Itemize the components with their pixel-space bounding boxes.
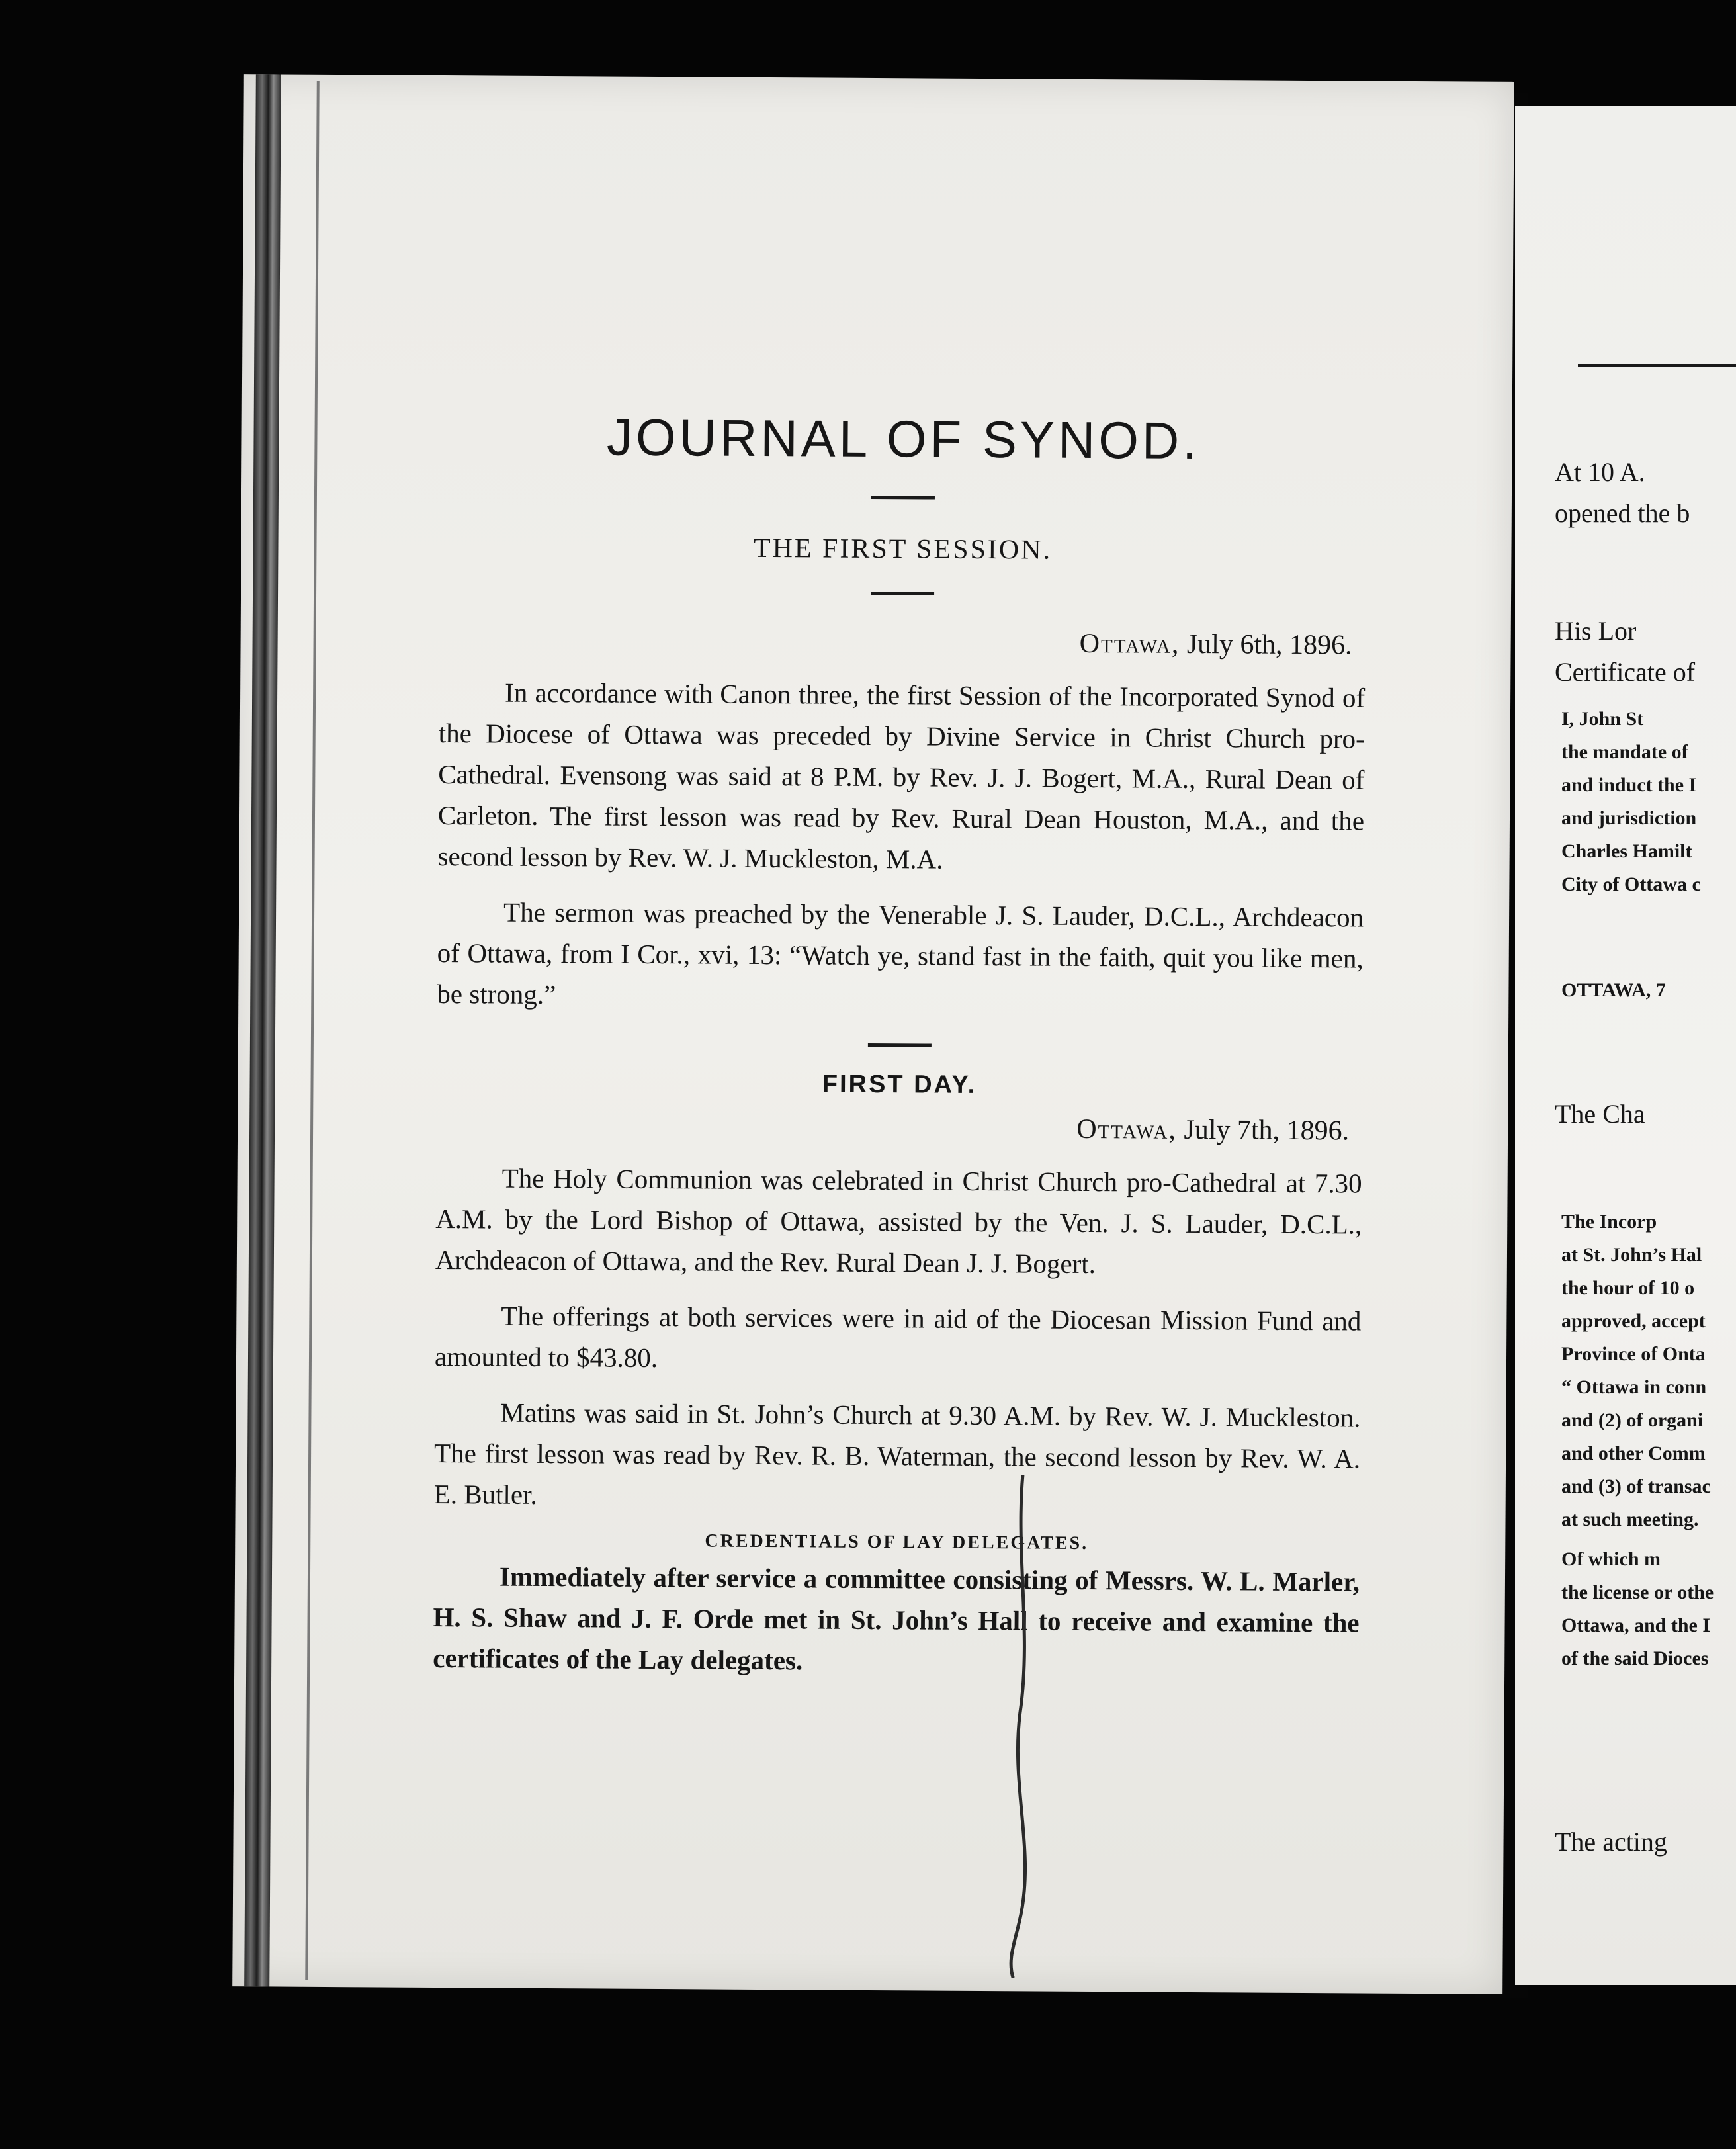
right-page-line: at such meeting. <box>1561 1509 1699 1530</box>
session-rule <box>871 592 934 595</box>
paragraph-6: Immediately after service a committee consisting of Messrs. W. L. Marler, H. S. Shaw and J. F. Orde met in St. John’s Hall to receive and examine the certificates of the Lay delegates. <box>433 1561 1360 1676</box>
right-page-line: and (3) of transac <box>1561 1475 1711 1497</box>
right-page-line: The Incorp <box>1561 1211 1657 1233</box>
dateline-1 <box>439 624 1352 661</box>
right-page-line: and induct the I <box>1561 774 1697 796</box>
right-page-line: and jurisdiction <box>1561 807 1697 829</box>
right-page-line: at St. John’s Hal <box>1561 1244 1702 1266</box>
right-page-line: opened the b <box>1555 498 1690 528</box>
right-page-line: At 10 A. <box>1555 457 1645 487</box>
right-page-line: and other Comm <box>1561 1442 1706 1464</box>
dateline-1-place: Ottawa, <box>1079 628 1180 660</box>
right-page <box>1515 106 1736 1985</box>
right-page-line: Ottawa, and the I <box>1561 1614 1711 1636</box>
right-page-line: OTTAWA, 7 <box>1561 979 1666 1001</box>
dateline-1-date: July 6th, 1896. <box>1186 629 1352 661</box>
paragraph-3: The Holy Communion was celebrated in Christ Church pro-Cathedral at 7.30 A.M. by the Lord Bishop of Ottawa, assisted by the Ven. J. S. Lauder, D.C.L., Archdeacon of Ottawa, and the Rev. Rural Dean J. J. Bogert. <box>435 1162 1362 1280</box>
right-page-line: “ Ottawa in conn <box>1561 1376 1707 1398</box>
left-page <box>232 74 1514 1994</box>
right-page-line: Of which m <box>1561 1548 1661 1570</box>
binding-edge <box>305 81 320 1980</box>
book-binding <box>244 74 281 1986</box>
thread-mark <box>993 1475 1049 1978</box>
right-page-line: the hour of 10 o <box>1561 1277 1695 1299</box>
right-page-line: Charles Hamilt <box>1561 840 1692 862</box>
right-page-rule <box>1578 364 1736 367</box>
page-content <box>433 406 1367 1699</box>
right-page-line: the mandate of <box>1561 741 1688 763</box>
dateline-2 <box>436 1110 1349 1147</box>
dateline-2-date: July 7th, 1896. <box>1184 1114 1350 1147</box>
right-page-line: I, John St <box>1561 708 1644 730</box>
paragraph-5: Matins was said in St. John’s Church at 9.30 A.M. by Rev. W. J. Muckleston. The first lesson was read by Rev. R. B. Waterman, the second lesson by Rev. W. A. E. Butler. <box>433 1397 1361 1510</box>
right-page-line: of the said Dioces <box>1561 1647 1709 1669</box>
right-page-line: the license or othe <box>1561 1581 1714 1603</box>
right-page-line: The Cha <box>1555 1099 1645 1129</box>
right-page-line: and (2) of organi <box>1561 1409 1704 1431</box>
day-rule <box>868 1043 932 1047</box>
right-page-line: His Lor <box>1555 616 1637 646</box>
day-heading: FIRST DAY. <box>822 1070 977 1099</box>
right-page-line: approved, accept <box>1561 1310 1706 1332</box>
paragraph-1: In accordance with Canon three, the first Session of the Incorporated Synod of the Diocese of Ottawa was preceded by Divine Service in Christ Church pro-Cathedral. Evensong was said at 8 P.M. by Rev. J. J. Bogert, M.A., Rural Dean of Carleton. The first lesson was read by Rev. Rural Dean Houston, M.A., and the second lesson by Rev. W. J. Muckleston, M.A. <box>437 677 1366 875</box>
session-heading: THE FIRST SESSION. <box>753 533 1053 566</box>
credentials-subheading: CREDENTIALS OF LAY DELEGATES. <box>705 1530 1089 1554</box>
right-page-line: Certificate of <box>1555 657 1696 687</box>
right-page-line: City of Ottawa c <box>1561 873 1701 895</box>
page-title: JOURNAL OF SYNOD. <box>606 408 1201 470</box>
right-page-line: The acting <box>1555 1827 1667 1857</box>
title-rule <box>871 496 935 500</box>
paragraph-2: The sermon was preached by the Venerable J. S. Lauder, D.C.L., Archdeacon of Ottawa, from I Cor., xvi, 13: “Watch ye, stand fast in the faith, quit you like men, be strong.” <box>437 897 1364 1010</box>
paragraph-4: The offerings at both services were in aid of the Diocesan Mission Fund and amounted to $43.80. <box>434 1300 1362 1374</box>
right-page-line: Province of Onta <box>1561 1343 1706 1365</box>
dateline-2-place: Ottawa, <box>1076 1114 1178 1145</box>
